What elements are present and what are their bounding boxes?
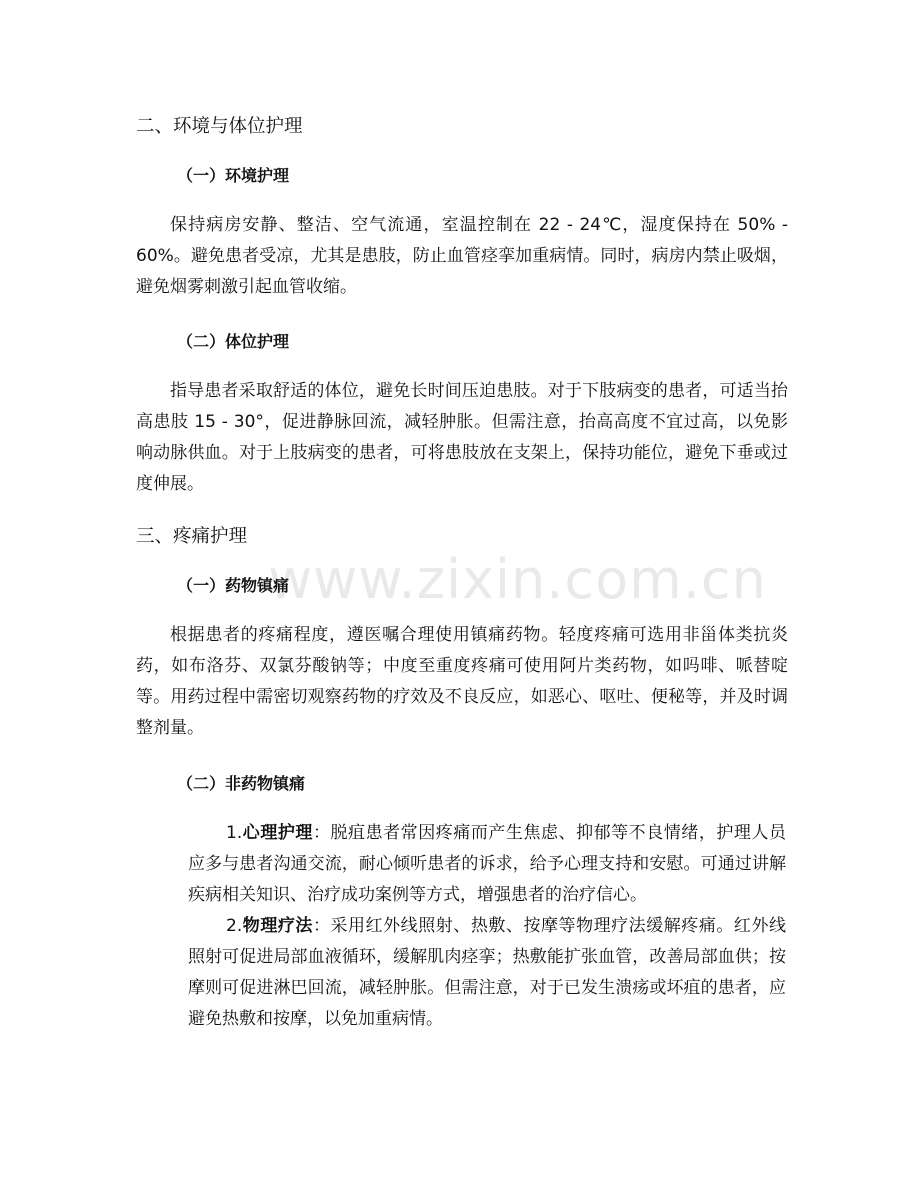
list-item-text: ：采用红外线照射、热敷、按摩等物理疗法缓解疼痛。红外线照射可促进局部血液循环，缓解肌肉痉挛；热敷能扩张血管，改善局部血供；按摩则可促进淋巴回流，减轻肿胀。但需注意，对于已发生溃疡或坏疽的患者，应避免热敷和按摩，以免加重病情。 <box>188 916 787 1029</box>
section-heading-environment: 二、环境与体位护理 <box>136 116 303 137</box>
paragraph-position-care: 指导患者采取舒适的体位，避免长时间压迫患肢。对于下肢病变的患者，可适当抬高患肢 15 - 30°，促进静脉回流，减轻肿胀。但需注意，抬高高度不宜过高，以免影响动脉供血。对于上肢病变的患者，可将患肢放在支架上，保持功能位，避免下垂或过度伸展。 <box>136 381 788 494</box>
list-item-number: 1. <box>226 823 243 843</box>
paragraph-environment-care: 保持病房安静、整洁、空气流通，室温控制在 22 - 24℃，湿度保持在 50% - 60%。避免患者受凉，尤其是患肢，防止血管痉挛加重病情。同时，病房内禁止吸烟，避免烟雾刺激引起血管收缩。 <box>136 215 788 297</box>
subsection-heading-environment-care: （一）环境护理 <box>177 166 290 185</box>
list-item-title: 物理疗法 <box>242 916 313 936</box>
watermark: www.zixin.com.cn <box>268 548 767 611</box>
subsection-heading-position-care: （二）体位护理 <box>177 332 290 351</box>
list-item-title: 心理护理 <box>242 823 313 843</box>
subsection-heading-non-drug-analgesia: （二）非药物镇痛 <box>177 774 306 793</box>
paragraph-drug-analgesia: 根据患者的疼痛程度，遵医嘱合理使用镇痛药物。轻度疼痛可选用非甾体类抗炎药，如布洛芬、双氯芬酸钠等；中度至重度疼痛可使用阿片类药物，如吗啡、哌替啶等。用药过程中需密切观察药物的疗效及不良反应，如恶心、呕吐、便秘等，并及时调整剂量。 <box>136 625 788 738</box>
list-item-physical-therapy <box>188 911 786 1035</box>
subsection-heading-drug-analgesia: （一）药物镇痛 <box>177 576 290 595</box>
list-item-text: ：脱疽患者常因疼痛而产生焦虑、抑郁等不良情绪，护理人员应多与患者沟通交流，耐心倾听患者的诉求，给予心理支持和安慰。可通过讲解疾病相关知识、治疗成功案例等方式，增强患者的治疗信心。 <box>188 823 787 905</box>
section-heading-pain: 三、疼痛护理 <box>136 526 248 547</box>
list-item-psychological-care <box>188 818 786 911</box>
list-item-number: 2. <box>226 916 243 936</box>
